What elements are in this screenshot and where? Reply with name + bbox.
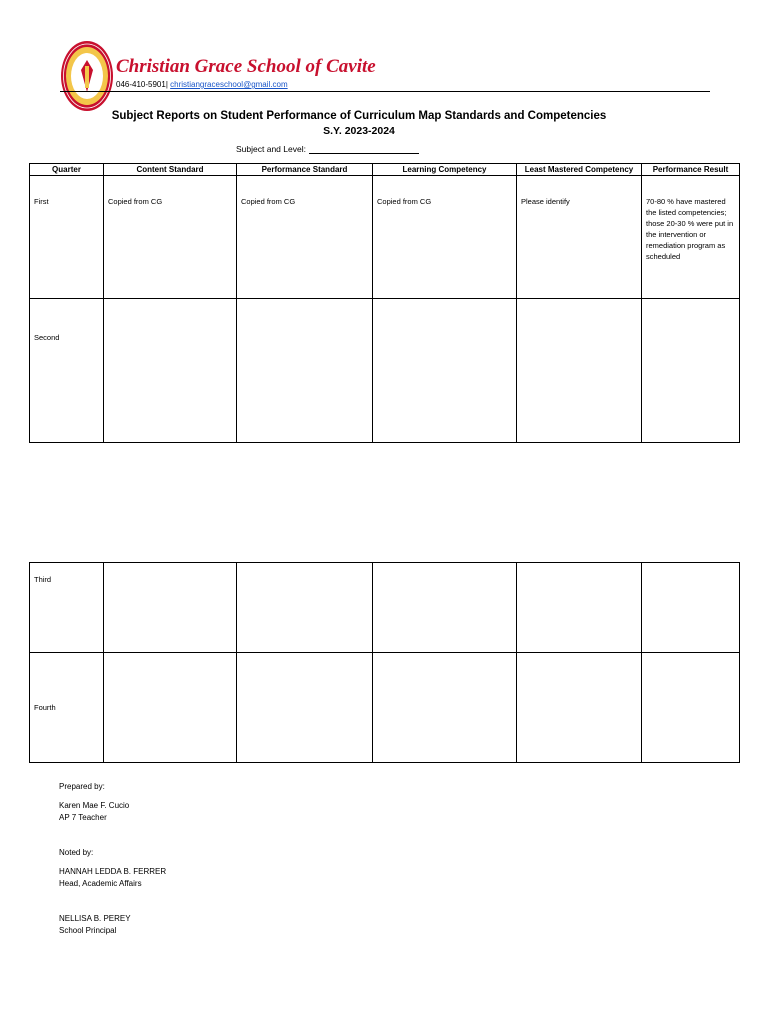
header-content-standard: Content Standard bbox=[104, 164, 237, 176]
noted-by-name: HANNAH LEDDA B. FERRER bbox=[59, 867, 167, 876]
content-standard-cell: Copied from CG bbox=[104, 176, 237, 299]
least-mastered-cell bbox=[517, 299, 642, 443]
least-mastered-cell: Please identify bbox=[517, 176, 642, 299]
content-standard-cell bbox=[104, 563, 237, 653]
learning-competency-cell: Copied from CG bbox=[373, 176, 517, 299]
table-row bbox=[30, 299, 740, 443]
subject-level-label: Subject and Level: bbox=[236, 144, 306, 154]
table-row bbox=[30, 563, 740, 653]
content-standard-cell bbox=[104, 653, 237, 763]
header-performance-result: Performance Result bbox=[642, 164, 740, 176]
table-row bbox=[30, 176, 740, 299]
noted-by-role: Head, Academic Affairs bbox=[59, 879, 142, 888]
performance-standard-cell bbox=[237, 299, 373, 443]
report-title: Subject Reports on Student Performance of Curriculum Map Standards and Competencies bbox=[111, 110, 607, 122]
school-name: Christian Grace School of Cavite bbox=[116, 56, 376, 77]
performance-result-cell bbox=[642, 563, 740, 653]
content-standard-cell bbox=[104, 299, 237, 443]
quarter-cell: Fourth bbox=[30, 653, 104, 763]
contact-line bbox=[116, 80, 288, 89]
performance-table-top bbox=[29, 163, 740, 443]
principal-role: School Principal bbox=[59, 926, 117, 935]
quarter-cell: Third bbox=[30, 563, 104, 653]
email-link[interactable]: christiangraceschool@gmail.com bbox=[170, 80, 288, 89]
least-mastered-cell bbox=[517, 563, 642, 653]
header-divider bbox=[60, 91, 710, 92]
table-row bbox=[30, 653, 740, 763]
performance-result-cell: 70-80 % have mastered the listed competencies; those 20-30 % were put in the intervention or remediation program as scheduled bbox=[642, 176, 740, 299]
table-header-row bbox=[30, 164, 740, 176]
school-year: S.Y. 2023-2024 bbox=[323, 125, 395, 137]
performance-result-cell bbox=[642, 653, 740, 763]
prepared-by-role: AP 7 Teacher bbox=[59, 813, 107, 822]
header-learning-competency: Learning Competency bbox=[373, 164, 517, 176]
least-mastered-cell bbox=[517, 653, 642, 763]
subject-level-blank bbox=[309, 145, 419, 154]
header-least-mastered: Least Mastered Competency bbox=[517, 164, 642, 176]
quarter-cell: First bbox=[30, 176, 104, 299]
prepared-by-name: Karen Mae F. Cucio bbox=[59, 801, 130, 810]
subject-level-field bbox=[236, 144, 419, 154]
performance-standard-cell: Copied from CG bbox=[237, 176, 373, 299]
learning-competency-cell bbox=[373, 653, 517, 763]
header-quarter: Quarter bbox=[30, 164, 104, 176]
quarter-cell: Second bbox=[30, 299, 104, 443]
learning-competency-cell bbox=[373, 563, 517, 653]
phone-number: 046-410-5901| bbox=[116, 80, 168, 89]
learning-competency-cell bbox=[373, 299, 517, 443]
prepared-by-label: Prepared by: bbox=[59, 782, 105, 791]
performance-standard-cell bbox=[237, 653, 373, 763]
noted-by-label: Noted by: bbox=[59, 848, 94, 857]
performance-standard-cell bbox=[237, 563, 373, 653]
header-performance-standard: Performance Standard bbox=[237, 164, 373, 176]
school-seal-logo bbox=[60, 40, 114, 112]
performance-result-cell bbox=[642, 299, 740, 443]
principal-name: NELLISA B. PEREY bbox=[59, 914, 131, 923]
performance-table-bottom bbox=[29, 562, 740, 763]
